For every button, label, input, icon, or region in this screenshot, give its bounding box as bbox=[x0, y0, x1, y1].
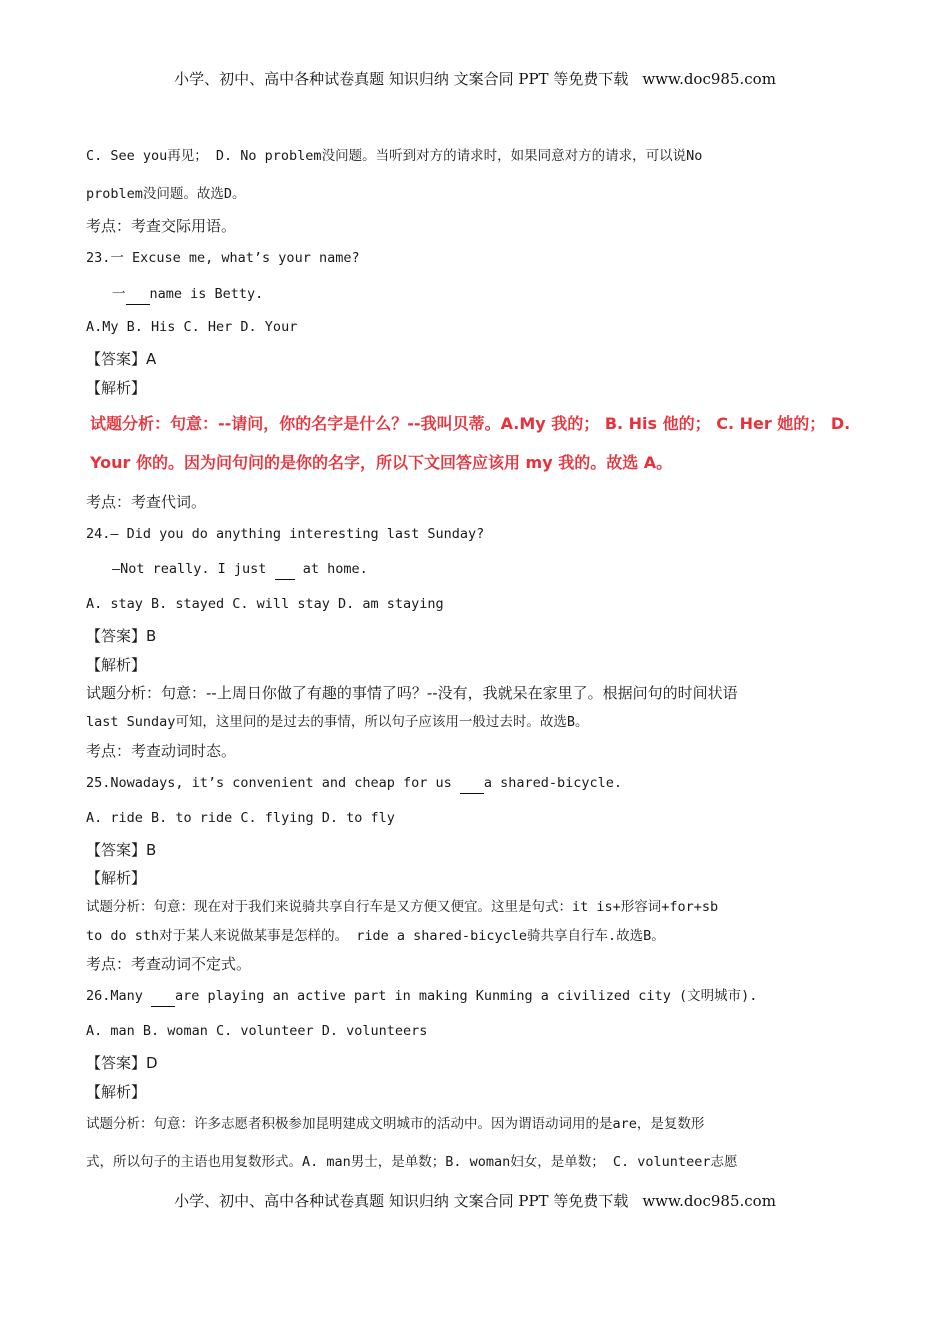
text-line: C. See you再见； D. No problem没问题。当听到对方的请求时，如果同意对方的请求，可以说No bbox=[86, 148, 703, 164]
analysis-label: 【解析】 bbox=[86, 379, 147, 397]
analysis-line: 试题分析：句意：许多志愿者积极参加昆明建成文明城市的活动中。因为谓语动词用的是are，是复数形 bbox=[86, 1116, 705, 1132]
question-25: 25.Nowadays, it’s convenient and cheap for us a shared-bicycle. bbox=[86, 773, 622, 794]
analysis-line: last Sunday可知，这里问的是过去的事情，所以句子应该用一般过去时。故选B。 bbox=[86, 714, 589, 730]
footer-text: 小学、初中、高中各种试卷真题 知识归纳 文案合同 PPT 等免费下载 bbox=[174, 1192, 629, 1210]
page-header bbox=[0, 68, 950, 89]
page-footer bbox=[0, 1190, 950, 1211]
kaodian-line: 考点：考查交际用语。 bbox=[86, 217, 237, 235]
question-23-options: A.My B. His C. Her D. Your bbox=[86, 319, 298, 335]
answer-label: 【答案】A bbox=[86, 350, 157, 368]
question-24-options: A. stay B. stayed C. will stay D. am staying bbox=[86, 596, 444, 612]
question-26: 26.Many are playing an active part in making Kunming a civilized city (文明城市). bbox=[86, 986, 757, 1007]
analysis-label: 【解析】 bbox=[86, 869, 147, 887]
footer-site: www.doc985.com bbox=[642, 1192, 776, 1210]
kaodian-line: 考点：考查动词时态。 bbox=[86, 742, 237, 760]
header-text: 小学、初中、高中各种试卷真题 知识归纳 文案合同 PPT 等免费下载 bbox=[174, 70, 629, 88]
analysis-label: 【解析】 bbox=[86, 1083, 147, 1101]
header-site: www.doc985.com bbox=[642, 70, 776, 88]
analysis-line: to do sth对于某人来说做某事是怎样的。 ride a shared-bicycle骑共享自行车.故选B。 bbox=[86, 928, 665, 944]
kaodian-line: 考点：考查代词。 bbox=[86, 493, 207, 511]
analysis-label: 【解析】 bbox=[86, 656, 147, 674]
answer-label: 【答案】B bbox=[86, 627, 157, 645]
analysis-line: 试题分析：句意：现在对于我们来说骑共享自行车是又方便又便宜。这里是句式：it is+形容词+for+sb bbox=[86, 899, 719, 915]
kaodian-line: 考点：考查动词不定式。 bbox=[86, 955, 252, 973]
question-24-reply: —Not really. I just at home. bbox=[112, 559, 368, 580]
analysis-red-line: 试题分析：句意：--请问，你的名字是什么？--我叫贝蒂。A.My 我的； B. His 他的； C. Her 她的； D. bbox=[90, 414, 851, 433]
text-line: problem没问题。故选D。 bbox=[86, 186, 246, 202]
analysis-red-line: Your 你的。因为问句问的是你的名字，所以下文回答应该用 my 我的。故选 A。 bbox=[90, 453, 673, 472]
question-25-options: A. ride B. to ride C. flying D. to fly bbox=[86, 810, 395, 826]
answer-label: 【答案】D bbox=[86, 1054, 158, 1072]
answer-label: 【答案】B bbox=[86, 841, 157, 859]
analysis-line: 式，所以句子的主语也用复数形式。A. man男士，是单数；B. woman妇女，是单数； C. volunteer志愿 bbox=[86, 1154, 738, 1170]
question-24: 24.— Did you do anything interesting last Sunday? bbox=[86, 526, 485, 542]
question-23-reply: 一 name is Betty. bbox=[112, 284, 263, 305]
question-23: 23.一 Excuse me, what’s your name? bbox=[86, 250, 360, 266]
question-26-options: A. man B. woman C. volunteer D. volunteers bbox=[86, 1023, 428, 1039]
analysis-line: 试题分析：句意：--上周日你做了有趣的事情了吗？--没有，我就呆在家里了。根据问句的时间状语 bbox=[86, 684, 738, 702]
